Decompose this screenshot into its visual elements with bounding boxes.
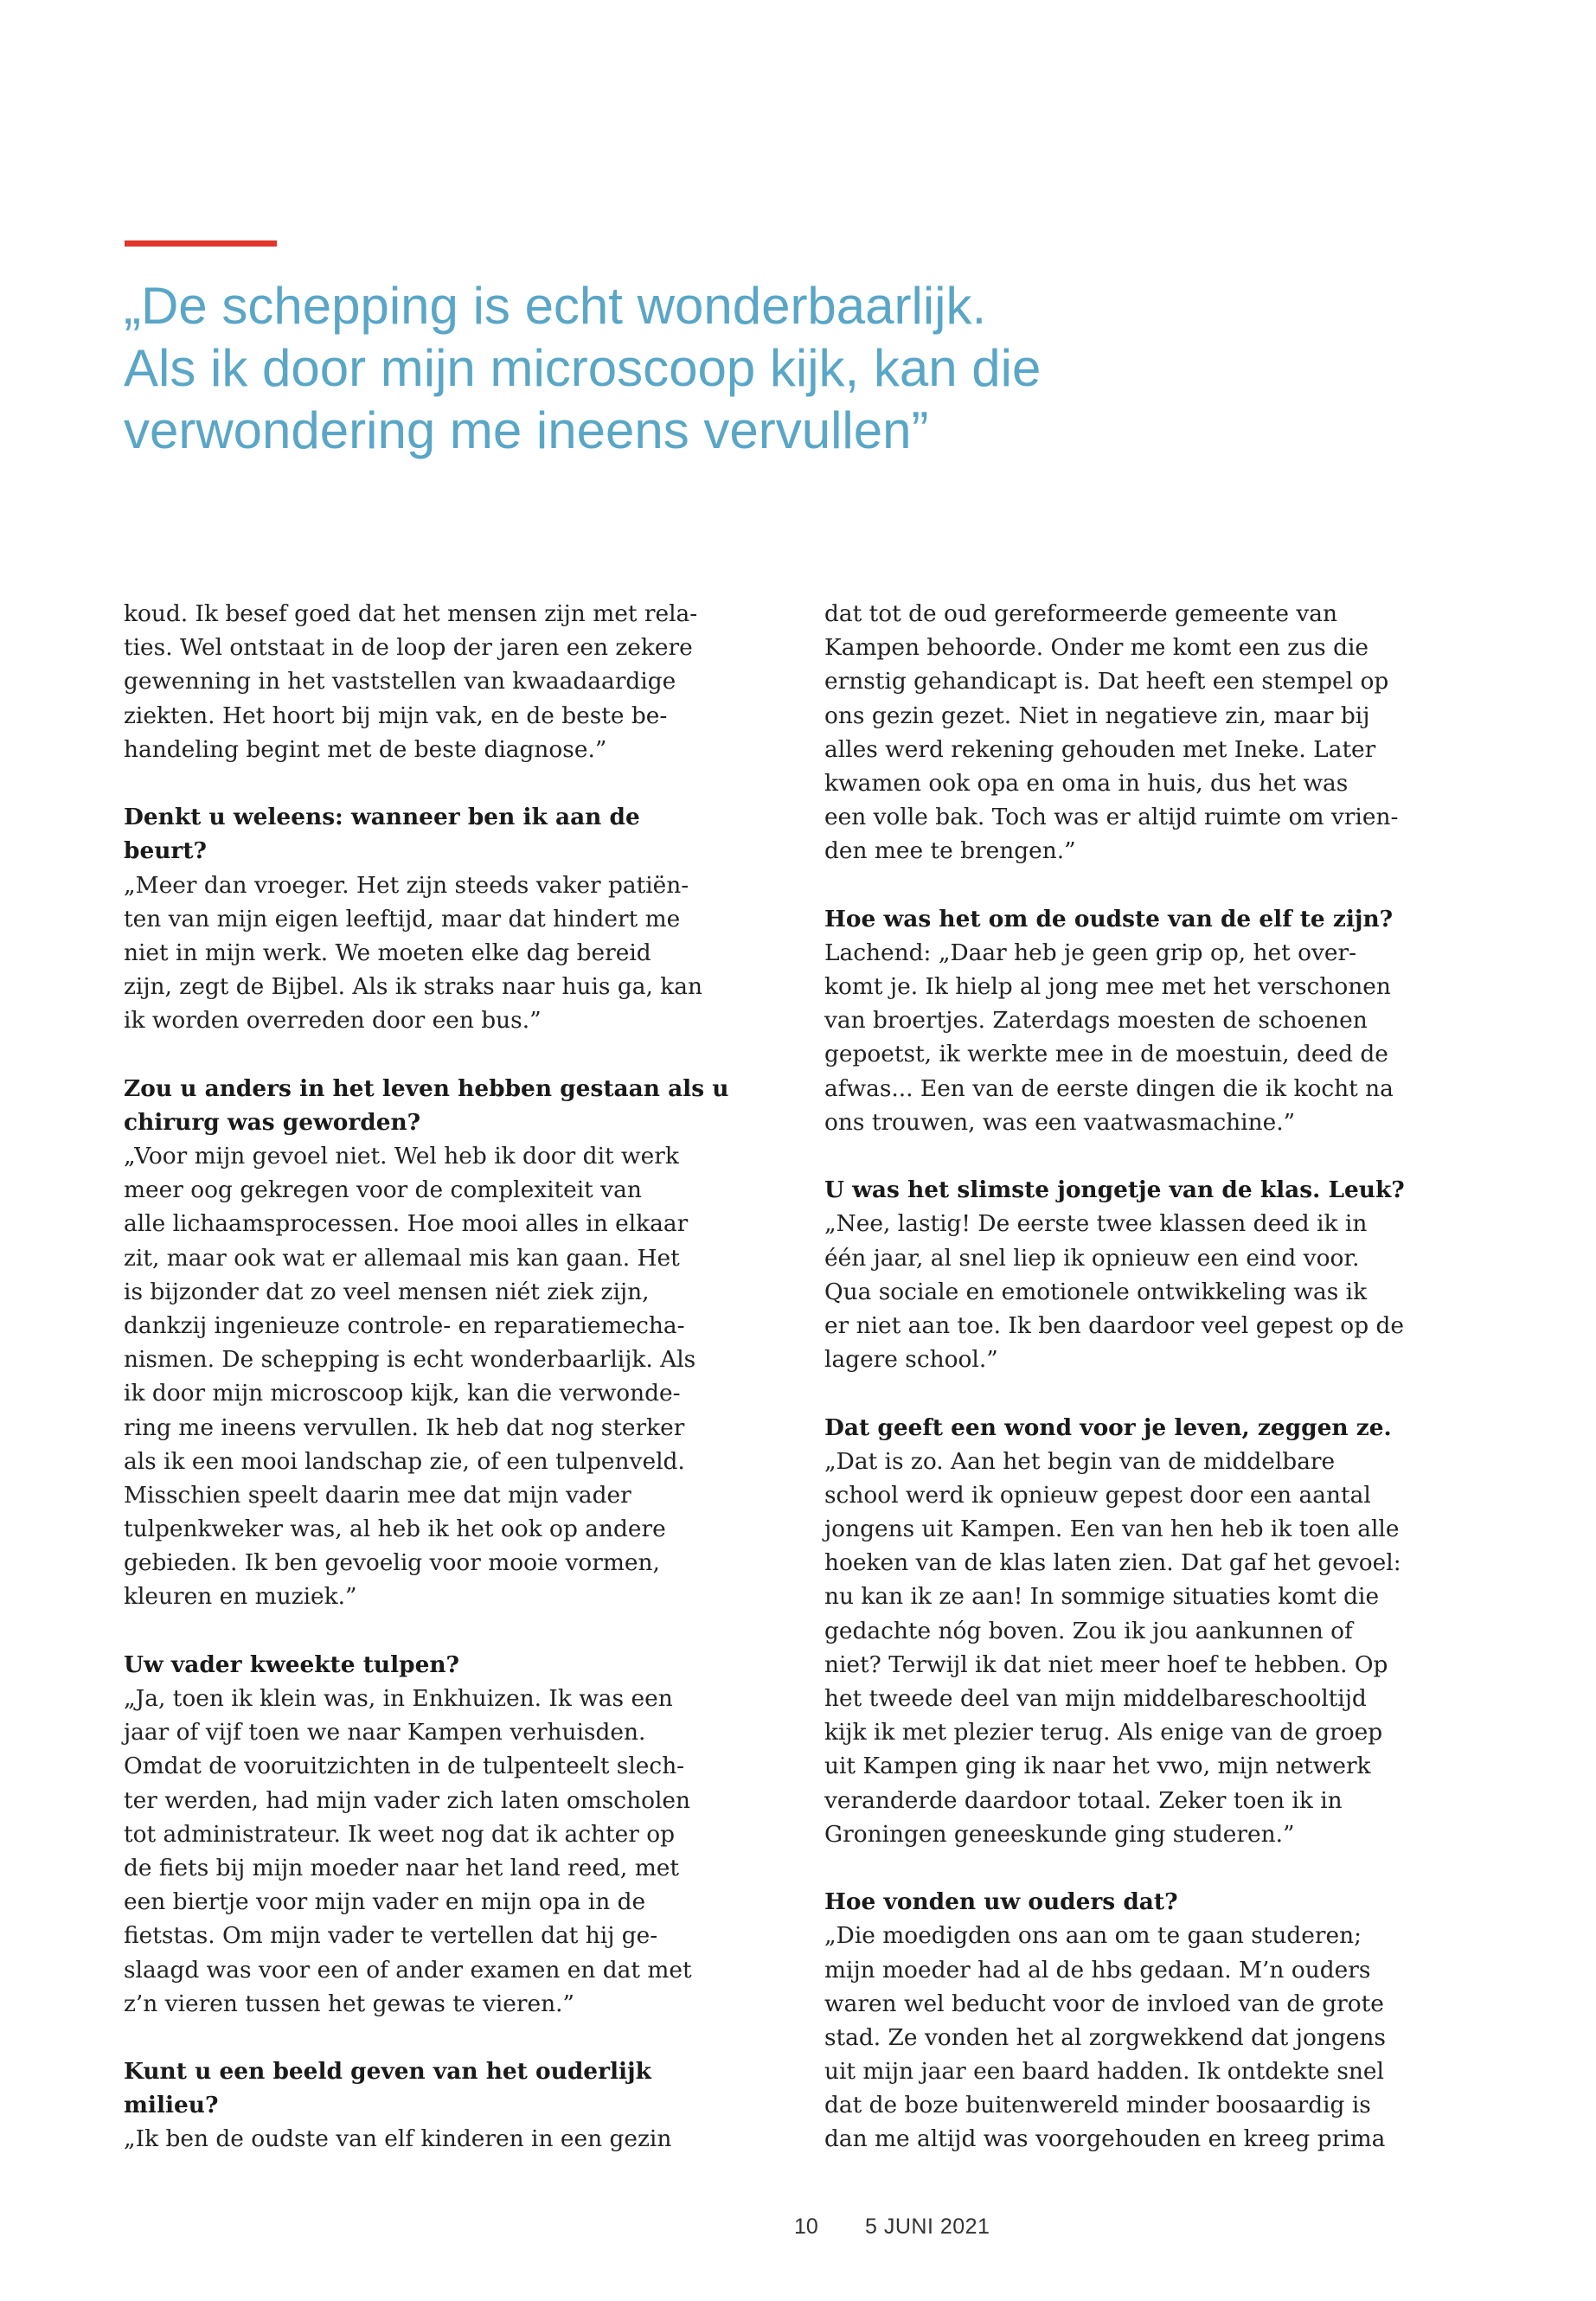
question-line: U was het slimste jongetje van de klas. Leuk? xyxy=(824,1176,1405,1204)
text-line: uit mijn jaar een baard hadden. Ik ontdekte snel xyxy=(824,2058,1384,2086)
text-line: afwas... Een van de eerste dingen die ik kocht na xyxy=(824,1074,1394,1102)
text-line: komt je. Ik hielp al jong mee met het verschonen xyxy=(824,973,1391,1001)
text-line: „Die moedigden ons aan om te gaan studeren; xyxy=(824,1922,1362,1950)
paragraph-gap xyxy=(124,766,729,800)
body-paragraph xyxy=(124,597,729,766)
body-paragraph xyxy=(824,1207,1430,1376)
text-line: kleuren en muziek.” xyxy=(124,1583,357,1611)
paragraph-gap xyxy=(824,1851,1430,1885)
text-line: „Ja, toen ik klein was, in Enkhuizen. Ik was een xyxy=(124,1685,673,1712)
text-line: z’n vieren tussen het gewas te vieren.” xyxy=(124,1990,575,2017)
text-line: waren wel beducht voor de invloed van de grote xyxy=(824,1990,1384,2017)
text-line: zijn, zegt de Bijbel. Als ik straks naar huis ga, kan xyxy=(124,973,702,1001)
text-line: ons trouwen, was een vaatwasmachine.” xyxy=(824,1108,1296,1136)
text-line: meer oog gekregen voor de complexiteit van xyxy=(124,1176,642,1204)
text-line: „Voor mijn gevoel niet. Wel heb ik door dit werk xyxy=(124,1143,679,1170)
interview-question xyxy=(824,1885,1430,1919)
text-line: ties. Wel ontstaat in de loop der jaren een zekere xyxy=(124,634,693,662)
text-line: ziekten. Het hoort bij mijn vak, en de beste be- xyxy=(124,702,668,729)
pull-quote-line: verwondering me ineens vervullen” xyxy=(124,401,929,459)
text-line: één jaar, al snel liep ik opnieuw een eind voor. xyxy=(824,1244,1360,1272)
text-line: ten van mijn eigen leeftijd, maar dat hindert me xyxy=(124,905,681,933)
text-line: gepoetst, ik werkte mee in de moestuin, deed de xyxy=(824,1041,1388,1068)
text-line: Lachend: „Daar heb je geen grip op, het over- xyxy=(824,939,1357,966)
text-line: ons gezin gezet. Niet in negatieve zin, maar bij xyxy=(824,702,1370,729)
question-line: Kunt u een beeld geven van het ouderlijk xyxy=(124,2058,651,2086)
question-line: Hoe vonden uw ouders dat? xyxy=(824,1888,1178,1916)
text-line: ring me ineens vervullen. Ik heb dat nog sterker xyxy=(124,1413,685,1441)
text-line: kijk ik met plezier terug. Als enige van de groep xyxy=(824,1719,1383,1747)
text-line: kwamen ook opa en oma in huis, dus het was xyxy=(824,769,1349,797)
text-line: een biertje voor mijn vader en mijn opa in de xyxy=(124,1888,646,1916)
text-line: een volle bak. Toch was er altijd ruimte om vrien- xyxy=(824,804,1399,831)
text-line: als ik een mooi landschap zie, of een tulpenveld. xyxy=(124,1447,685,1475)
paragraph-gap xyxy=(824,1139,1430,1173)
paragraph-gap xyxy=(824,1376,1430,1410)
text-line: dankzij ingenieuze controle- en reparatiemecha- xyxy=(124,1311,685,1339)
text-line: mijn moeder had al de hbs gedaan. M’n ouders xyxy=(824,1956,1371,1984)
body-paragraph xyxy=(824,936,1430,1139)
text-line: „Meer dan vroeger. Het zijn steeds vaker patiën- xyxy=(124,871,689,899)
text-line: Qua sociale en emotionele ontwikkeling was ik xyxy=(824,1278,1368,1305)
text-line: dat de boze buitenwereld minder boosaardig is xyxy=(824,2092,1371,2119)
text-line: tulpenkweker was, al heb ik het ook op andere xyxy=(124,1516,666,1543)
text-line: ik worden overreden door een bus.” xyxy=(124,1007,542,1035)
text-line: is bijzonder dat zo veel mensen niét ziek zijn, xyxy=(124,1278,650,1305)
text-line: Groningen geneeskunde ging studeren.” xyxy=(824,1820,1295,1848)
text-line: „Dat is zo. Aan het begin van de middelbare xyxy=(824,1447,1336,1475)
text-line: jongens uit Kampen. Een van hen heb ik toen alle xyxy=(824,1516,1400,1543)
body-paragraph xyxy=(824,1445,1430,1851)
text-line: ernstig gehandicapt is. Dat heeft een stempel op xyxy=(824,668,1389,695)
paragraph-gap xyxy=(124,1037,729,1071)
text-line: slaagd was voor een of ander examen en dat met xyxy=(124,1956,692,1984)
text-line: den mee te brengen.” xyxy=(824,837,1076,865)
question-line: Zou u anders in het leven hebben gestaan als u xyxy=(124,1074,729,1102)
body-paragraph xyxy=(124,1682,729,2021)
text-line: van broertjes. Zaterdags moesten de schoenen xyxy=(824,1007,1368,1035)
right-column xyxy=(824,597,1430,2157)
text-line: het tweede deel van mijn middelbareschooltijd xyxy=(824,1685,1367,1712)
question-line: Dat geeft een wond voor je leven, zeggen ze. xyxy=(824,1413,1392,1441)
body-paragraph xyxy=(124,2122,729,2156)
interview-question xyxy=(824,1411,1430,1445)
interview-question xyxy=(824,902,1430,936)
accent-bar xyxy=(125,240,277,247)
text-line: Misschien speelt daarin mee dat mijn vader xyxy=(124,1481,631,1509)
question-line: Hoe was het om de oudste van de elf te zijn? xyxy=(824,905,1394,933)
text-line: hoeken van de klas laten zien. Dat gaf het gevoel: xyxy=(824,1549,1401,1577)
text-line: er niet aan toe. Ik ben daardoor veel gepest op de xyxy=(824,1311,1404,1339)
text-line: nu kan ik ze aan! In sommige situaties komt die xyxy=(824,1583,1380,1611)
text-line: lagere school.” xyxy=(824,1346,998,1374)
text-line: nismen. De schepping is echt wonderbaarlijk. Als xyxy=(124,1346,696,1374)
text-line: fietstas. Om mijn vader te vertellen dat hij ge- xyxy=(124,1922,658,1950)
question-line: Uw vader kweekte tulpen? xyxy=(124,1650,460,1678)
question-line: beurt? xyxy=(124,837,207,865)
text-line: gedachte nóg boven. Zou ik jou aankunnen of xyxy=(824,1617,1353,1644)
text-line: alles werd rekening gehouden met Ineke. Later xyxy=(824,735,1376,763)
text-line: Kampen behoorde. Onder me komt een zus die xyxy=(824,634,1369,662)
text-line: dan me altijd was voorgehouden en kreeg prima xyxy=(824,2125,1386,2153)
text-line: zit, maar ook wat er allemaal mis kan gaan. Het xyxy=(124,1244,680,1272)
question-line: chirurg was geworden? xyxy=(124,1108,421,1136)
text-line: gewenning in het vaststellen van kwaadaardige xyxy=(124,668,676,695)
text-line: tot administrateur. Ik weet nog dat ik achter op xyxy=(124,1820,675,1848)
body-paragraph xyxy=(124,1139,729,1614)
text-line: jaar of vijf toen we naar Kampen verhuisden. xyxy=(124,1719,646,1747)
left-column xyxy=(124,597,729,2157)
paragraph-gap xyxy=(124,2021,729,2054)
text-line: niet in mijn werk. We moeten elke dag bereid xyxy=(124,939,651,966)
issue-date: 5 JUNI 2021 xyxy=(865,2214,990,2239)
text-line: ter werden, had mijn vader zich laten omscholen xyxy=(124,1786,691,1814)
interview-question xyxy=(124,800,729,868)
text-line: ik door mijn microscoop kijk, kan die verwonde- xyxy=(124,1380,681,1407)
question-line: Denkt u weleens: wanneer ben ik aan de xyxy=(124,804,640,831)
question-line: milieu? xyxy=(124,2092,219,2119)
interview-question xyxy=(124,1648,729,1682)
text-line: niet? Terwijl ik dat niet meer hoef te hebben. Op xyxy=(824,1650,1388,1678)
paragraph-gap xyxy=(824,868,1430,902)
interview-question xyxy=(124,2054,729,2122)
interview-question xyxy=(124,1072,729,1139)
pull-quote-line: „De schepping is echt wonderbaarlijk. xyxy=(124,277,987,335)
text-line: „Nee, lastig! De eerste twee klassen deed ik in xyxy=(824,1210,1368,1238)
text-line: dat tot de oud gereformeerde gemeente van xyxy=(824,600,1337,627)
pull-quote xyxy=(124,275,1248,462)
text-line: stad. Ze vonden het al zorgwekkend dat jongens xyxy=(824,2023,1386,2051)
text-line: koud. Ik besef goed dat het mensen zijn met rela- xyxy=(124,600,698,627)
text-line: school werd ik opnieuw gepest door een aantal xyxy=(824,1481,1371,1509)
paragraph-gap xyxy=(124,1614,729,1648)
text-line: uit Kampen ging ik naar het vwo, mijn netwerk xyxy=(824,1753,1371,1780)
text-line: de fiets bij mijn moeder naar het land reed, met xyxy=(124,1854,679,1881)
text-line: veranderde daardoor totaal. Zeker toen ik in xyxy=(824,1786,1343,1814)
page-number: 10 xyxy=(794,2214,818,2239)
interview-question xyxy=(824,1173,1430,1207)
text-line: Omdat de vooruitzichten in de tulpenteelt slech- xyxy=(124,1753,685,1780)
body-paragraph xyxy=(824,1919,1430,2156)
body-paragraph xyxy=(824,597,1430,868)
text-line: handeling begint met de beste diagnose.” xyxy=(124,735,607,763)
pull-quote-line: Als ik door mijn microscoop kijk, kan die xyxy=(124,339,1042,397)
body-paragraph xyxy=(124,868,729,1038)
text-line: alle lichaamsprocessen. Hoe mooi alles in elkaar xyxy=(124,1210,689,1238)
text-line: „Ik ben de oudste van elf kinderen in een gezin xyxy=(124,2125,672,2153)
text-line: gebieden. Ik ben gevoelig voor mooie vormen, xyxy=(124,1549,660,1577)
